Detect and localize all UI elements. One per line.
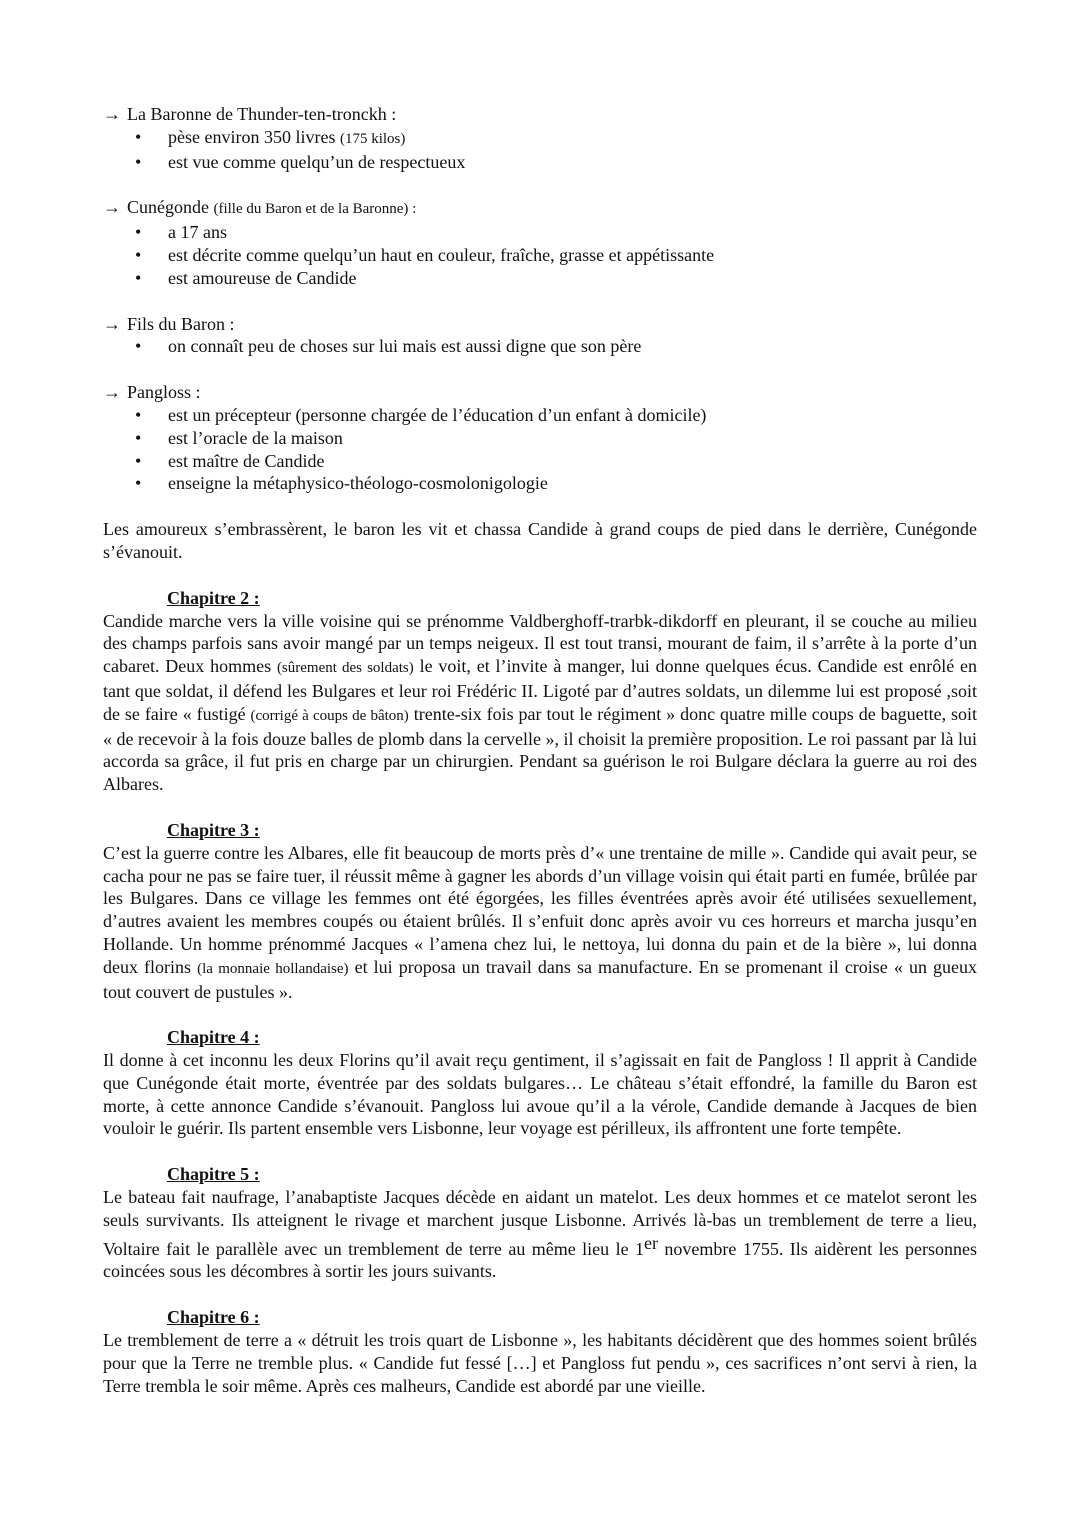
list-item: • est vue comme quelqu’un de respectueux xyxy=(135,151,977,174)
character-name: Fils du Baron : xyxy=(127,313,235,334)
list-item: • est un précepteur (personne chargée de l’éducation d’un enfant à domicile) xyxy=(135,404,977,427)
intro-paragraph: Les amoureux s’embrassèrent, le baron les vit et chassa Candide à grand coups de pied dans le derrière, Cunégonde s’évanouit. xyxy=(103,519,977,562)
chapter-body: C’est la guerre contre les Albares, elle fit beaucoup de morts près d’« une trentaine de mille ». Candide qui avait peur, se cacha pour ne pas se faire tuer, il réussit même à gagner les abords d’un village voisin qui était parti en fumée, brûlée par les Bulgares. Dans ce village les femmes ont été égorgées, les filles éventrées après avoir été utilisées sexuellement, d’autres avaient les membres coupés ou étaient brûlés. Il s’enfuit donc après avoir vu ces horreurs et marcha jusqu’en Hollande. Un homme prénommé Jacques « l’amena chez lui, le nettoya, lui donna du pain et de la bière », lui donna deux florins (la monnaie hollandaise) et lui proposa un travail dans sa manufacture. En se promenant il croise « un gueux tout couvert de pustules ». xyxy=(103,842,977,1002)
character-name: Cunégonde (fille du Baron et de la Baronne) : xyxy=(127,197,417,218)
right-arrow-icon: → xyxy=(103,104,121,124)
list-item: • est décrite comme quelqu’un haut en couleur, fraîche, grasse et appétissante xyxy=(135,244,977,267)
chapter-body: Il donne à cet inconnu les deux Florins qu’il avait reçu gentiment, il s’agissait en fait de Pangloss ! Il apprit à Candide que Cunégonde était morte, éventrée par des soldats bulgares… Le château s’était effondré, la famille du Baron est morte, à cette annonce Candide s’évanouit. Pangloss lui avoue qu’il a la vérole, Candide demande à Jacques de bien vouloir le guérir. Ils partent ensemble vers Lisbonne, leur voyage est périlleux, ils affrontent une forte tempête. xyxy=(103,1050,977,1139)
chapter-body: Le tremblement de terre a « détruit les trois quart de Lisbonne », les habitants décidèrent que des hommes soient brûlés pour que la Terre ne tremble plus. « Candide fut fessé […] et Pangloss fut pendu », ces sacrifices n’ont servi à rien, la Terre trembla le soir même. Après ces malheurs, Candide est abordé par une vieille. xyxy=(103,1330,977,1396)
right-arrow-icon: → xyxy=(103,313,121,334)
character-entry-baronne xyxy=(103,103,977,173)
chapter-5 xyxy=(103,1163,977,1283)
bullet-list xyxy=(103,126,977,174)
bullet-list xyxy=(103,221,977,289)
right-arrow-icon: → xyxy=(103,197,121,218)
bullet-list xyxy=(103,404,977,495)
chapter-3 xyxy=(103,819,977,1003)
character-entry-fils-du-baron xyxy=(103,313,977,359)
chapter-title: Chapitre 2 : xyxy=(167,587,260,608)
list-item: • est maître de Candide xyxy=(135,450,977,473)
list-item: • enseigne la métaphysico-théologo-cosmolonigologie xyxy=(135,472,977,495)
bullet-list xyxy=(103,335,977,358)
right-arrow-icon: → xyxy=(103,382,121,403)
character-entry-pangloss xyxy=(103,381,977,495)
chapter-body: Candide marche vers la ville voisine qui se prénomme Valdberghoff-trarbk-dikdorff en pleurant, il se couche au milieu des champs parfois sans avoir mangé par un temps neigeux. Il est tout transi, mourant de faim, il s’arrête à la porte d’un cabaret. Deux hommes (sûrement des soldats) le voit, et l’invite à manger, lui donne quelques écus. Candide est enrôlé en tant que soldat, il défend les Bulgares et leur roi Frédéric II. Ligoté par d’autres soldats, un dilemme lui est proposé ,soit de se faire « fustigé (corrigé à coups de bâton) trente-six fois par tout le régiment » donc quatre mille coups de baguette, soit « de recevoir à la fois douze balles de plomb dans la cervelle », il choisit la première proposition. Le roi passant par là lui accorda sa grâce, il fut pris en charge par un chirurgien. Pendant sa guérison le roi Bulgare déclara la guerre au roi des Albares. xyxy=(103,610,978,795)
document-page xyxy=(103,103,977,1397)
character-name: Pangloss : xyxy=(127,382,201,403)
chapter-title: Chapitre 6 : xyxy=(167,1307,260,1328)
chapter-2 xyxy=(103,587,977,796)
list-item: • on connaît peu de choses sur lui mais est aussi digne que son père xyxy=(135,335,977,358)
chapter-6 xyxy=(103,1306,977,1397)
list-item: • pèse environ 350 livres (175 kilos) xyxy=(135,126,977,151)
list-item: • a 17 ans xyxy=(135,221,977,244)
chapter-title: Chapitre 3 : xyxy=(167,819,260,840)
chapter-title: Chapitre 5 : xyxy=(167,1164,260,1185)
list-item: • est l’oracle de la maison xyxy=(135,427,977,450)
character-entry-cunegonde xyxy=(103,196,977,289)
chapter-4 xyxy=(103,1026,977,1140)
list-item: • est amoureuse de Candide xyxy=(135,267,977,290)
chapter-title: Chapitre 4 : xyxy=(167,1027,260,1048)
character-name: La Baronne de Thunder-ten-tronckh : xyxy=(127,104,397,124)
chapter-body: Le bateau fait naufrage, l’anabaptiste Jacques décède en aidant un matelot. Les deux hommes et ce matelot seront les seuls survivants. Ils atteignent le rivage et marchent jusque Lisbonne. Arrivés là-bas un tremblement de terre a lieu, Voltaire fait le parallèle avec un tremblement de terre au même lieu le 1er novembre 1755. Ils aidèrent les personnes coincées sous les décombres à sortir les jours suivants. xyxy=(103,1187,977,1282)
